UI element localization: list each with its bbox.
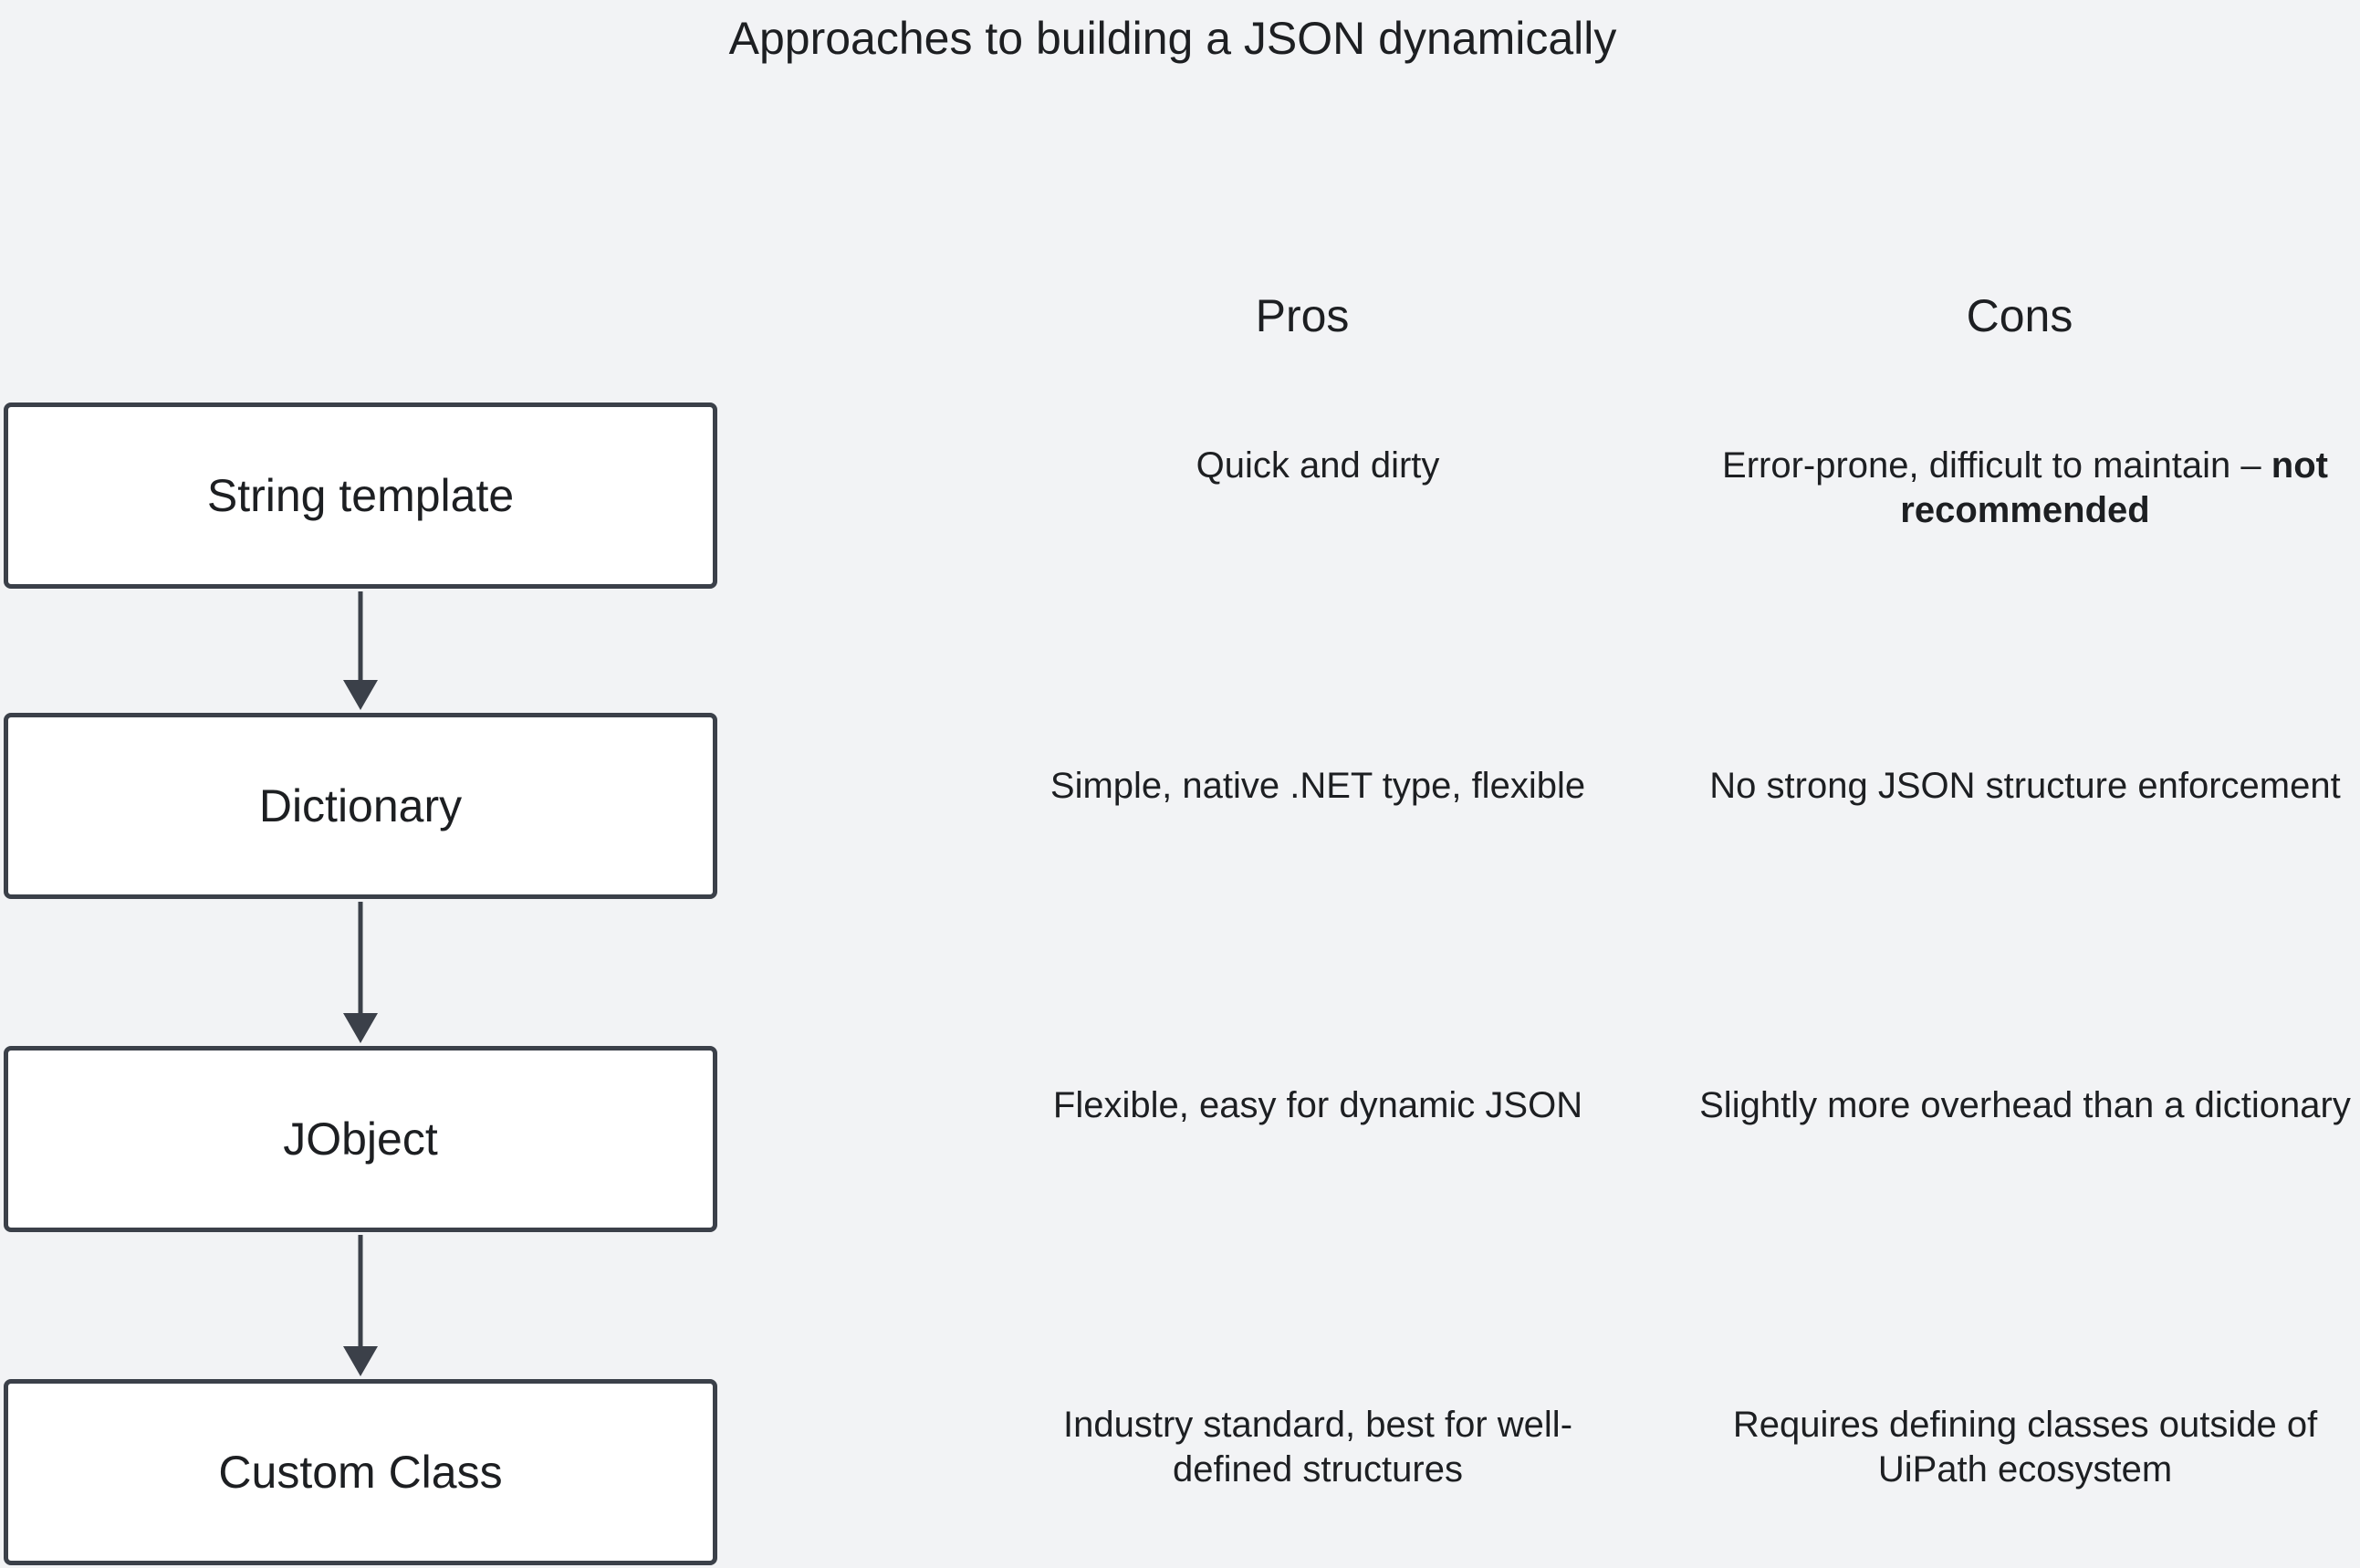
pros-jobject: Flexible, easy for dynamic JSON xyxy=(1052,1085,1583,1125)
pros-dictionary: Simple, native .NET type, flexible xyxy=(1049,766,1586,806)
approach-label: JObject xyxy=(283,1113,438,1165)
diagram-title: Approaches to building a JSON dynamically xyxy=(728,13,1617,64)
approach-label: Dictionary xyxy=(258,780,463,831)
cons-text: Error-prone, difficult to maintain – xyxy=(1722,445,2261,486)
pros-custom-class: Industry standard, best for well-defined structures xyxy=(1062,1405,1573,1490)
arrow-head-3 xyxy=(343,1346,378,1376)
arrow-head-2 xyxy=(343,1013,378,1043)
cons-column-header: Cons xyxy=(1966,290,2073,341)
cons-text: Slightly more overhead than a dictionary xyxy=(1699,1085,2351,1125)
approach-box-string-template xyxy=(4,402,717,589)
approach-label: String template xyxy=(206,470,515,521)
cons-jobject xyxy=(1694,1083,2356,1128)
cons-custom-class xyxy=(1694,1403,2356,1492)
pros-column-header: Pros xyxy=(1255,290,1350,341)
approach-box-jobject xyxy=(4,1046,717,1232)
cons-string-template xyxy=(1694,444,2356,533)
approach-box-dictionary xyxy=(4,713,717,899)
cons-emphasis: not recommended xyxy=(1900,445,2328,530)
approach-label: Custom Class xyxy=(218,1447,503,1498)
arrow-head-1 xyxy=(343,680,378,710)
cons-text: No strong JSON structure enforcement xyxy=(1709,766,2341,806)
cons-dictionary xyxy=(1694,764,2356,809)
approach-box-custom-class xyxy=(4,1379,717,1565)
cons-text: Requires defining classes outside of UiPath ecosystem xyxy=(1732,1405,2318,1490)
pros-string-template: Quick and dirty xyxy=(1196,445,1440,486)
